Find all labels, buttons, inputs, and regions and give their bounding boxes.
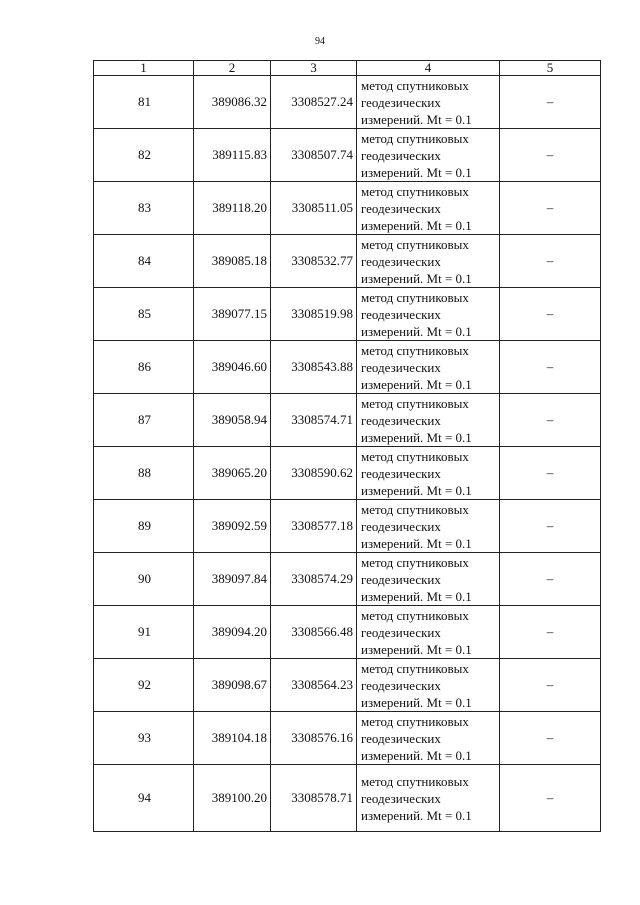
method-line: измерений. Mt = 0.1 xyxy=(361,429,472,445)
x-coordinate-cell: 389085.18 xyxy=(194,235,271,288)
y-coordinate-cell: 3308519.98 xyxy=(271,288,357,341)
method-cell xyxy=(357,606,500,659)
method-line: метод спутниковых xyxy=(361,77,469,93)
method-line: геодезических xyxy=(361,306,441,322)
column-header-3: 3 xyxy=(271,61,357,76)
method-cell xyxy=(357,765,500,832)
table-row xyxy=(94,235,601,288)
method-cell xyxy=(357,500,500,553)
y-coordinate-cell: 3308507.74 xyxy=(271,129,357,182)
method-cell xyxy=(357,659,500,712)
method-line: метод спутниковых xyxy=(361,607,469,623)
method-line: метод спутниковых xyxy=(361,554,469,570)
method-cell xyxy=(357,182,500,235)
method-line: метод спутниковых xyxy=(361,395,469,411)
x-coordinate-cell: 389100.20 xyxy=(194,765,271,832)
method-line: метод спутниковых xyxy=(361,236,469,252)
note-cell: – xyxy=(500,765,601,832)
method-line: геодезических xyxy=(361,730,441,746)
y-coordinate-cell: 3308511.05 xyxy=(271,182,357,235)
point-number-cell: 91 xyxy=(94,606,194,659)
y-coordinate-cell: 3308566.48 xyxy=(271,606,357,659)
note-cell: – xyxy=(500,76,601,129)
x-coordinate-cell: 389104.18 xyxy=(194,712,271,765)
method-line: геодезических xyxy=(361,94,441,110)
point-number-cell: 84 xyxy=(94,235,194,288)
method-line: геодезических xyxy=(361,253,441,269)
method-line: геодезических xyxy=(361,790,441,806)
method-cell xyxy=(357,129,500,182)
method-line: измерений. Mt = 0.1 xyxy=(361,747,472,763)
method-line: измерений. Mt = 0.1 xyxy=(361,270,472,286)
method-cell xyxy=(357,235,500,288)
x-coordinate-cell: 389115.83 xyxy=(194,129,271,182)
x-coordinate-cell: 389086.32 xyxy=(194,76,271,129)
method-cell xyxy=(357,712,500,765)
note-cell: – xyxy=(500,235,601,288)
note-cell: – xyxy=(500,659,601,712)
method-line: измерений. Mt = 0.1 xyxy=(361,376,472,392)
method-line: геодезических xyxy=(361,518,441,534)
note-cell: – xyxy=(500,606,601,659)
column-header-4: 4 xyxy=(357,61,500,76)
table-row xyxy=(94,659,601,712)
point-number-cell: 88 xyxy=(94,447,194,500)
method-line: геодезических xyxy=(361,200,441,216)
y-coordinate-cell: 3308564.23 xyxy=(271,659,357,712)
header-row xyxy=(94,61,601,76)
column-header-5: 5 xyxy=(500,61,601,76)
x-coordinate-cell: 389097.84 xyxy=(194,553,271,606)
method-line: измерений. Mt = 0.1 xyxy=(361,535,472,551)
x-coordinate-cell: 389118.20 xyxy=(194,182,271,235)
y-coordinate-cell: 3308574.29 xyxy=(271,553,357,606)
table-row xyxy=(94,182,601,235)
method-line: метод спутниковых xyxy=(361,501,469,517)
method-cell xyxy=(357,394,500,447)
method-line: геодезических xyxy=(361,571,441,587)
x-coordinate-cell: 389058.94 xyxy=(194,394,271,447)
table-row xyxy=(94,712,601,765)
y-coordinate-cell: 3308590.62 xyxy=(271,447,357,500)
method-line: измерений. Mt = 0.1 xyxy=(361,217,472,233)
method-line: измерений. Mt = 0.1 xyxy=(361,323,472,339)
y-coordinate-cell: 3308543.88 xyxy=(271,341,357,394)
table-row xyxy=(94,606,601,659)
table-row xyxy=(94,553,601,606)
x-coordinate-cell: 389046.60 xyxy=(194,341,271,394)
method-line: геодезических xyxy=(361,147,441,163)
method-line: метод спутниковых xyxy=(361,448,469,464)
table-row xyxy=(94,765,601,832)
method-line: метод спутниковых xyxy=(361,130,469,146)
note-cell: – xyxy=(500,129,601,182)
table-body xyxy=(94,76,601,832)
method-cell xyxy=(357,341,500,394)
x-coordinate-cell: 389065.20 xyxy=(194,447,271,500)
table-row xyxy=(94,129,601,182)
y-coordinate-cell: 3308532.77 xyxy=(271,235,357,288)
method-cell xyxy=(357,553,500,606)
point-number-cell: 94 xyxy=(94,765,194,832)
method-line: геодезических xyxy=(361,624,441,640)
point-number-cell: 93 xyxy=(94,712,194,765)
method-line: измерений. Mt = 0.1 xyxy=(361,588,472,604)
method-line: метод спутниковых xyxy=(361,773,469,789)
y-coordinate-cell: 3308576.16 xyxy=(271,712,357,765)
column-header-2: 2 xyxy=(194,61,271,76)
method-line: геодезических xyxy=(361,465,441,481)
point-number-cell: 86 xyxy=(94,341,194,394)
method-cell xyxy=(357,447,500,500)
method-line: геодезических xyxy=(361,677,441,693)
point-number-cell: 92 xyxy=(94,659,194,712)
note-cell: – xyxy=(500,182,601,235)
y-coordinate-cell: 3308574.71 xyxy=(271,394,357,447)
column-header-1: 1 xyxy=(94,61,194,76)
method-cell xyxy=(357,288,500,341)
method-line: геодезических xyxy=(361,412,441,428)
y-coordinate-cell: 3308578.71 xyxy=(271,765,357,832)
x-coordinate-cell: 389077.15 xyxy=(194,288,271,341)
x-coordinate-cell: 389094.20 xyxy=(194,606,271,659)
point-number-cell: 81 xyxy=(94,76,194,129)
note-cell: – xyxy=(500,288,601,341)
table-row xyxy=(94,288,601,341)
table-row xyxy=(94,341,601,394)
point-number-cell: 87 xyxy=(94,394,194,447)
note-cell: – xyxy=(500,553,601,606)
method-line: измерений. Mt = 0.1 xyxy=(361,111,472,127)
page-number: 94 xyxy=(315,36,325,47)
method-line: метод спутниковых xyxy=(361,289,469,305)
method-line: метод спутниковых xyxy=(361,342,469,358)
method-line: измерений. Mt = 0.1 xyxy=(361,641,472,657)
x-coordinate-cell: 389098.67 xyxy=(194,659,271,712)
point-number-cell: 82 xyxy=(94,129,194,182)
coordinates-table xyxy=(93,60,601,832)
method-line: измерений. Mt = 0.1 xyxy=(361,164,472,180)
point-number-cell: 83 xyxy=(94,182,194,235)
method-line: метод спутниковых xyxy=(361,183,469,199)
method-line: измерений. Mt = 0.1 xyxy=(361,807,472,823)
method-line: метод спутниковых xyxy=(361,660,469,676)
note-cell: – xyxy=(500,394,601,447)
note-cell: – xyxy=(500,341,601,394)
method-line: измерений. Mt = 0.1 xyxy=(361,694,472,710)
method-line: метод спутниковых xyxy=(361,713,469,729)
point-number-cell: 85 xyxy=(94,288,194,341)
method-line: измерений. Mt = 0.1 xyxy=(361,482,472,498)
table-header xyxy=(94,61,601,76)
table-row xyxy=(94,500,601,553)
note-cell: – xyxy=(500,447,601,500)
point-number-cell: 89 xyxy=(94,500,194,553)
y-coordinate-cell: 3308527.24 xyxy=(271,76,357,129)
x-coordinate-cell: 389092.59 xyxy=(194,500,271,553)
method-cell xyxy=(357,76,500,129)
note-cell: – xyxy=(500,500,601,553)
y-coordinate-cell: 3308577.18 xyxy=(271,500,357,553)
method-line: геодезических xyxy=(361,359,441,375)
table-row xyxy=(94,447,601,500)
point-number-cell: 90 xyxy=(94,553,194,606)
table-row xyxy=(94,76,601,129)
table-row xyxy=(94,394,601,447)
note-cell: – xyxy=(500,712,601,765)
